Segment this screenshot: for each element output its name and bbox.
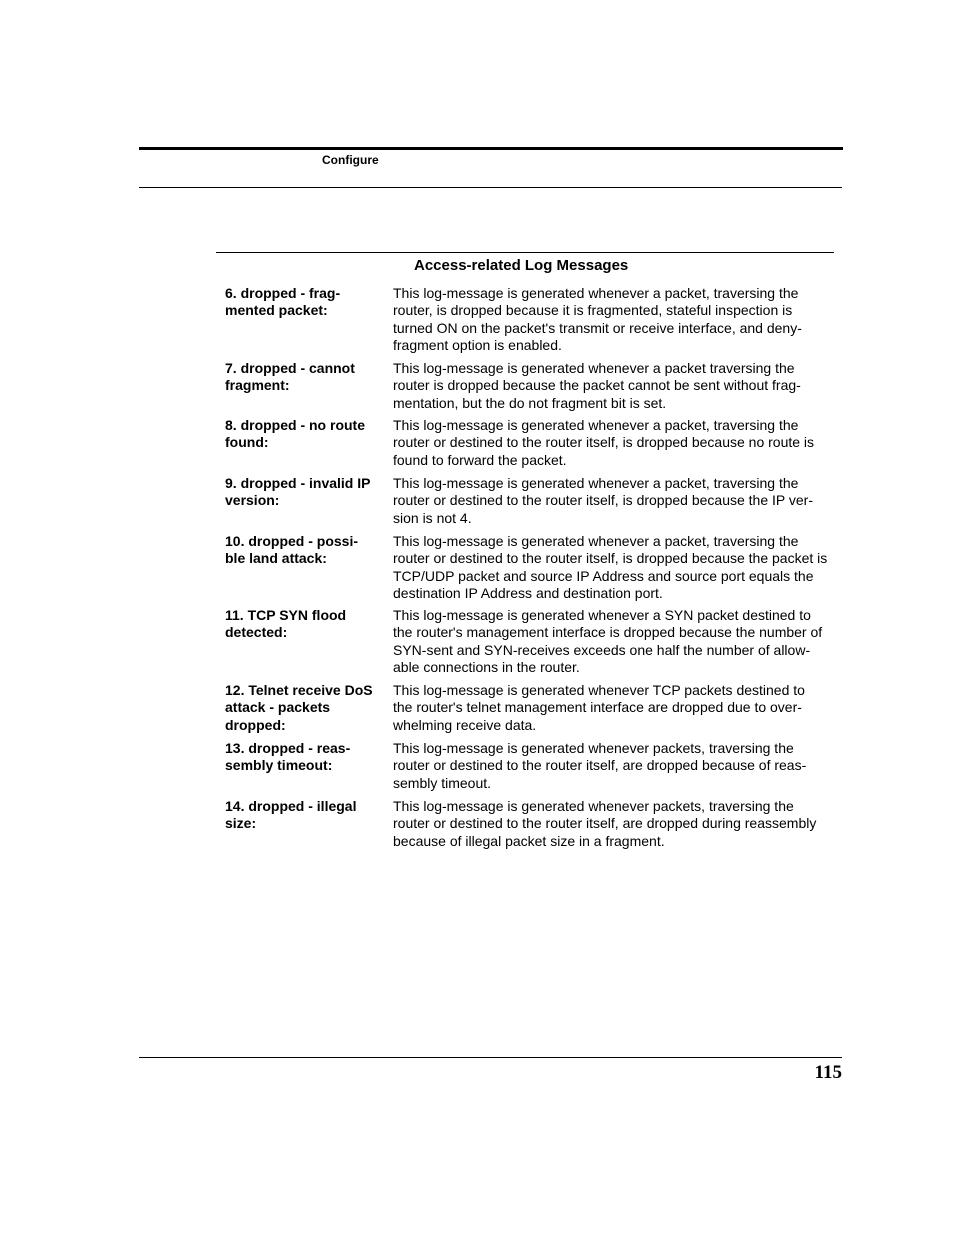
table-title: Access-related Log Messages [414,257,629,274]
entry-term: 10. dropped - possi- ble land attack: [225,533,359,567]
entry-term: 12. Telnet receive DoS attack - packets dropped: [225,682,373,733]
entry-description: This log-message is generated whenever a packet, traversing the router or destined to the router itself, is dropped because the packet is TCP/UDP packet and source IP Address and source port equals the destination IP Address and destination port. [393,533,828,601]
entry-description: This log-message is generated whenever packets, traversing the router or destined to the router itself, are dropped because of reas- sembly timeout. [393,740,807,791]
entry-term: 6. dropped - frag- mented packet: [225,285,341,319]
entry-term: 11. TCP SYN flood detected: [225,607,347,641]
entry-description: This log-message is generated whenever a SYN packet destined to the router's management interface is dropped because the number of SYN-sent and SYN-receives exceeds one half the number of allow- able connections in the router. [393,607,823,675]
entry-term: 13. dropped - reas- sembly timeout: [225,740,351,774]
entry-term: 7. dropped - cannot fragment: [225,360,355,394]
entry-description: This log-message is generated whenever a packet, traversing the router or destined to the router itself, is dropped because the IP ver- sion is not 4. [393,475,813,526]
page-number: 115 [814,1062,842,1083]
entry-term: 8. dropped - no route found: [225,417,365,451]
running-header-section: Configure [322,153,379,167]
entry-term: 9. dropped - invalid IP version: [225,475,371,509]
entry-description: This log-message is generated whenever a packet traversing the router is dropped because the packet cannot be sent without frag- mentation, but the do not fragment bit is set. [393,360,801,411]
entry-description: This log-message is generated whenever packets, traversing the router or destined to the router itself, are dropped during reassembly because of illegal packet size in a fragment. [393,798,817,849]
entry-description: This log-message is generated whenever a packet, traversing the router, is dropped because it is fragmented, stateful inspection is turned ON on the packet's transmit or receive interface, and deny- fragment option is enabled. [393,285,802,353]
entry-term: 14. dropped - illegal size: [225,798,357,832]
entry-description: This log-message is generated whenever a packet, traversing the router or destined to the router itself, is dropped because no route is found to forward the packet. [393,417,815,468]
entry-description: This log-message is generated whenever TCP packets destined to the router's telnet management interface are dropped due to over- whelming receive data. [393,682,805,733]
footer-rule [139,1057,842,1058]
